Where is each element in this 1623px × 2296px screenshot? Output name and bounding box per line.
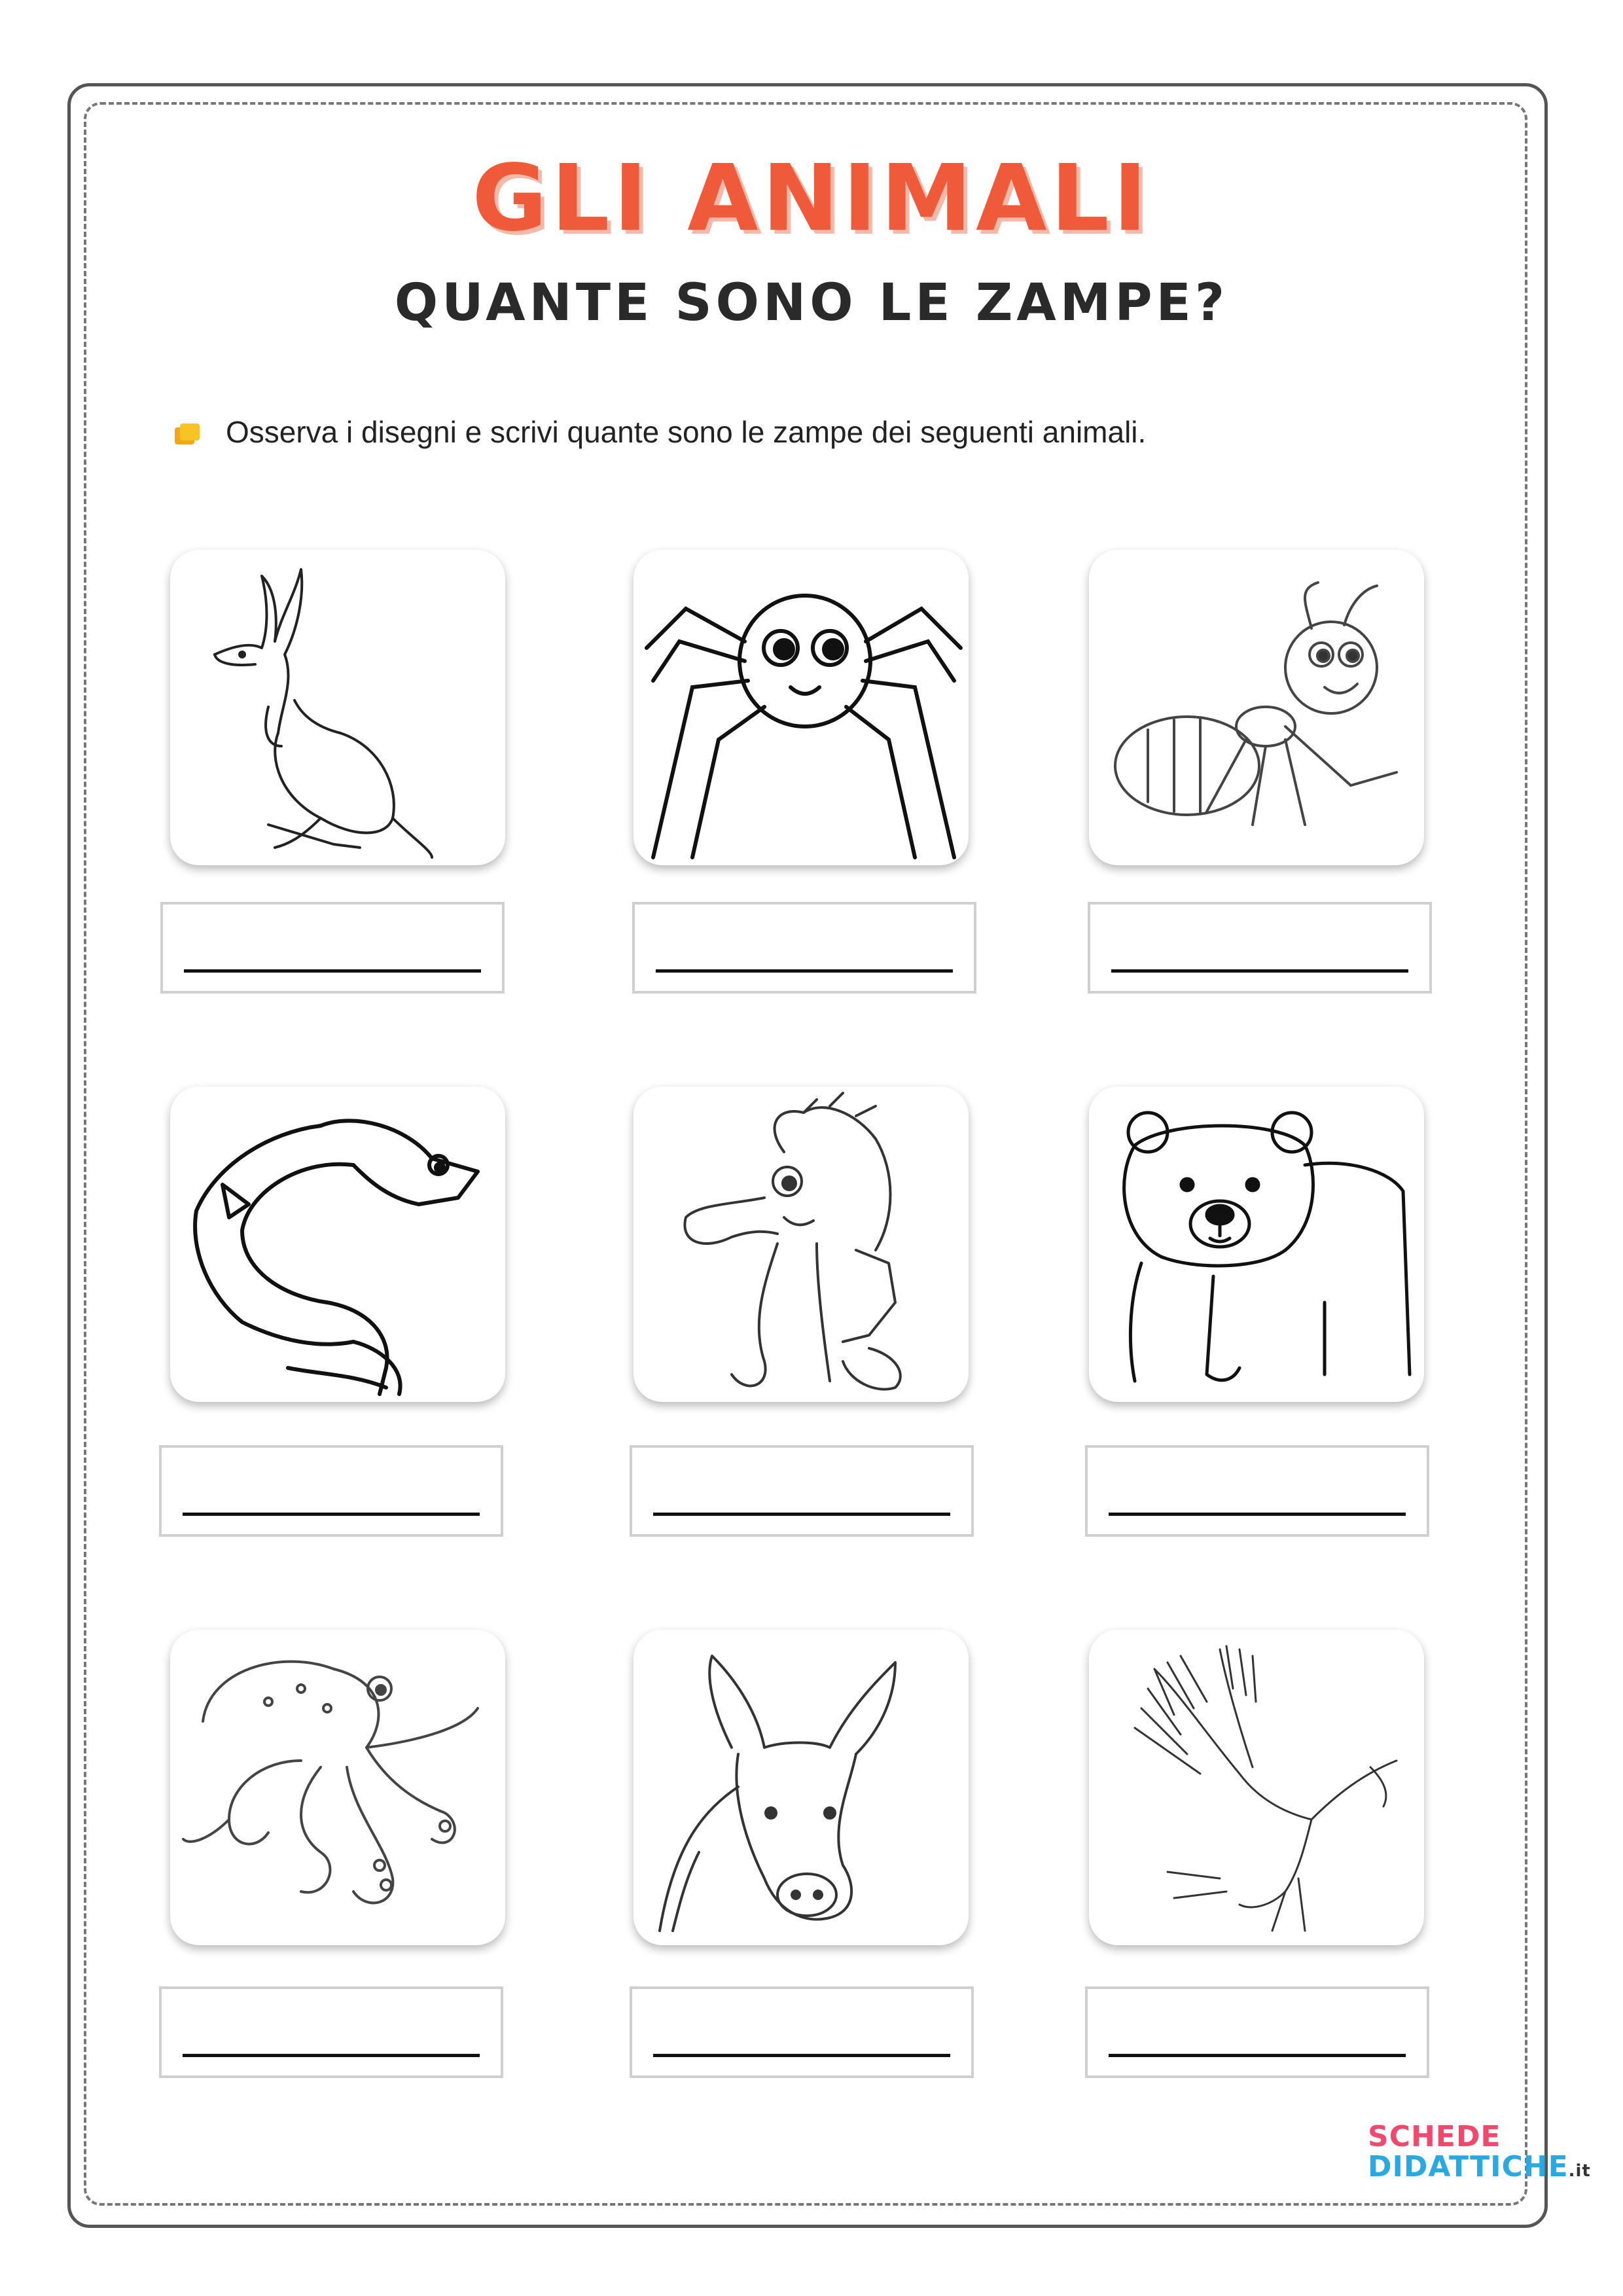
page-subtitle: QUANTE SONO LE ZAMPE? bbox=[394, 274, 1229, 332]
answer-line bbox=[1109, 2054, 1406, 2057]
answer-box[interactable] bbox=[1088, 902, 1432, 994]
card-kangaroo bbox=[170, 550, 505, 865]
logo-line2 bbox=[1368, 2150, 1591, 2186]
logo-line1 bbox=[1368, 2122, 1525, 2152]
answer-line bbox=[184, 969, 481, 973]
instruction bbox=[180, 414, 1146, 450]
card-bear bbox=[1089, 1086, 1424, 1402]
logo-tld: .it bbox=[1568, 2161, 1591, 2181]
answer-line bbox=[656, 969, 953, 973]
answer-line bbox=[653, 2054, 950, 2057]
card-spider bbox=[633, 550, 969, 865]
card-eagle bbox=[1089, 1630, 1424, 1945]
answer-box[interactable] bbox=[1085, 1445, 1429, 1537]
answer-line bbox=[183, 2054, 480, 2057]
eagle-icon bbox=[1089, 1630, 1424, 1945]
answer-box[interactable] bbox=[160, 902, 505, 994]
logo-letters: SCHEDE bbox=[1368, 2120, 1501, 2153]
answer-line bbox=[1109, 1513, 1406, 1516]
answer-line bbox=[1111, 969, 1408, 973]
logo-letters-2: DIDATTICHE bbox=[1368, 2150, 1569, 2183]
answer-box[interactable] bbox=[159, 1986, 503, 2078]
ant-icon bbox=[1089, 550, 1424, 865]
card-seahorse bbox=[633, 1086, 969, 1402]
answer-box[interactable] bbox=[630, 1986, 974, 2078]
instruction-text: Osserva i disegni e scrivi quante sono le zampe dei seguenti animali. bbox=[226, 415, 1147, 449]
schede-didattiche-logo bbox=[1368, 2120, 1591, 2191]
answer-box[interactable] bbox=[632, 902, 976, 994]
card-ant bbox=[1089, 550, 1424, 865]
octopus-icon bbox=[170, 1630, 505, 1945]
card-octopus bbox=[170, 1630, 505, 1945]
page-title: GLI ANIMALI bbox=[472, 145, 1151, 252]
answer-line bbox=[183, 1513, 480, 1516]
card-eel bbox=[170, 1086, 505, 1402]
donkey-icon bbox=[633, 1630, 969, 1945]
spider-icon bbox=[633, 550, 969, 865]
bear-icon bbox=[1089, 1086, 1424, 1402]
answer-box[interactable] bbox=[630, 1445, 974, 1537]
seahorse-icon bbox=[633, 1086, 969, 1402]
bullet-icon bbox=[180, 423, 200, 440]
eel-icon bbox=[170, 1086, 505, 1402]
answer-line bbox=[653, 1513, 950, 1516]
kangaroo-icon bbox=[170, 550, 505, 865]
card-donkey bbox=[633, 1630, 969, 1945]
answer-box[interactable] bbox=[159, 1445, 503, 1537]
answer-box[interactable] bbox=[1085, 1986, 1429, 2078]
